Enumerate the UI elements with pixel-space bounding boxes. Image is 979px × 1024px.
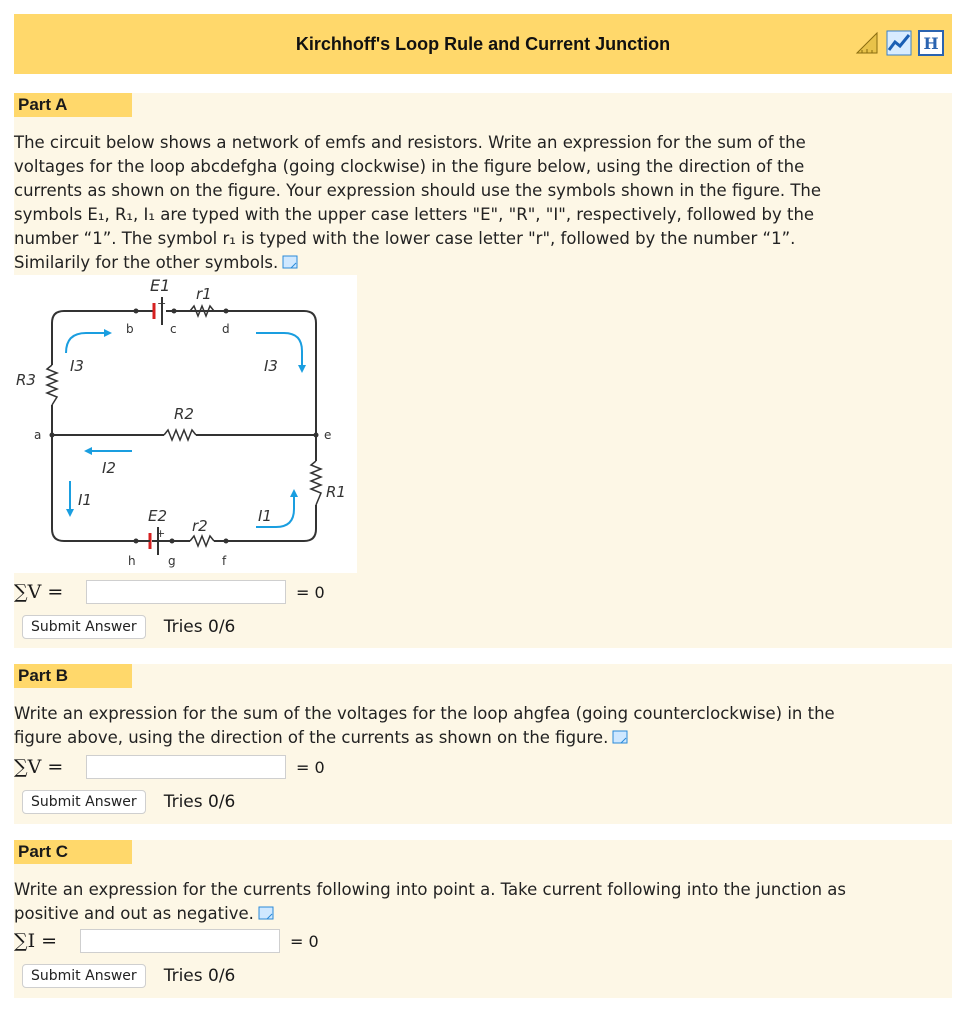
node-f [224, 539, 229, 544]
part-b-submit-row [22, 790, 235, 814]
part-a-prompt-line: The circuit below shows a network of emfs and resistors. Write an expression for the sum of the [14, 133, 806, 152]
part-c-sum-label: ∑I = [14, 930, 58, 952]
part-c-prompt-line: Write an expression for the currents following into point a. Take current following into the junction as [14, 880, 847, 899]
part-a-eq-zero: = 0 [296, 582, 325, 602]
node-h [134, 539, 139, 544]
part-a-answer-input[interactable] [86, 580, 286, 604]
part-b-prompt [14, 702, 938, 750]
node-c [172, 309, 177, 314]
part-c-section [14, 840, 952, 998]
part-a-prompt-line: number “1”. The symbol r₁ is typed with the lower case letter "r", followed by the number “1”. [14, 229, 796, 248]
graph-icon[interactable] [886, 30, 912, 56]
circuit-figure [14, 275, 357, 573]
node-d [224, 309, 229, 314]
ruler-icon[interactable] [854, 30, 880, 56]
part-b-answer-row [14, 752, 325, 782]
part-b-tries: Tries 0/6 [163, 792, 236, 812]
note-icon[interactable] [258, 906, 274, 920]
part-c-answer-input[interactable] [80, 929, 280, 953]
part-c-submit-button[interactable]: Submit Answer [22, 964, 146, 988]
part-a-sum-label: ∑V = [14, 581, 64, 603]
part-a-prompt-line: symbols E₁, R₁, I₁ are typed with the upper case letters "E", "R", "I", respectively, followed by the [14, 205, 815, 224]
label-e: e [324, 428, 332, 442]
resistor-r3 [47, 365, 57, 405]
part-b-section [14, 664, 952, 824]
part-c-submit-row [22, 964, 235, 988]
part-a-prompt-line: Similarily for the other symbols. [14, 253, 279, 272]
current-i3-left-arrow [66, 333, 106, 353]
label-r3: R3 [16, 371, 36, 389]
svg-text:H: H [923, 34, 939, 53]
current-i3-right-arrow [256, 333, 302, 367]
label-i1-right: I1 [258, 507, 272, 525]
label-e1: E1 [150, 276, 171, 295]
part-c-prompt-line: positive and out as negative. [14, 904, 254, 923]
node-g [170, 539, 175, 544]
part-a-tries: Tries 0/6 [163, 617, 236, 637]
part-c-tries: Tries 0/6 [163, 966, 236, 986]
part-a-prompt [14, 131, 938, 275]
assignment-title: Kirchhoff's Loop Rule and Current Junction [295, 34, 671, 54]
label-plus1: + [157, 297, 167, 310]
label-i3-right: I3 [264, 357, 278, 375]
label-i2: I2 [102, 459, 116, 477]
label-r1: r1 [196, 285, 212, 303]
part-a-answer-row [14, 577, 325, 607]
part-a-prompt-line: voltages for the loop abcdefgha (going clockwise) in the figure below, using the direction of the [14, 157, 805, 176]
part-c-answer-row [14, 926, 319, 956]
part-a-submit-button[interactable]: Submit Answer [22, 615, 146, 639]
part-b-eq-zero: = 0 [296, 757, 325, 777]
label-r2-small: r2 [192, 517, 208, 535]
label-plus2: + [156, 527, 166, 540]
node-b [134, 309, 139, 314]
label-i1-left: I1 [78, 491, 92, 509]
part-c-prompt [14, 878, 938, 926]
part-b-label: Part B [14, 664, 132, 688]
part-a-prompt-line: currents as shown on the figure. Your expression should use the symbols shown in the figure. The [14, 181, 822, 200]
label-e2: E2 [148, 507, 168, 525]
part-c-label: Part C [14, 840, 132, 864]
part-a-section [14, 93, 952, 648]
label-c: c [170, 322, 177, 336]
part-a-label: Part A [14, 93, 132, 117]
label-a: a [34, 428, 42, 442]
note-icon[interactable] [612, 730, 628, 744]
part-c-eq-zero: = 0 [290, 931, 319, 951]
part-b-prompt-line: figure above, using the direction of the currents as shown on the figure. [14, 728, 609, 747]
part-b-submit-button[interactable]: Submit Answer [22, 790, 146, 814]
assignment-header [14, 14, 952, 74]
resistor-r1-big [311, 461, 321, 505]
part-a-submit-row [22, 615, 235, 639]
label-f: f [222, 554, 227, 568]
part-b-prompt-line: Write an expression for the sum of the voltages for the loop ahgfea (going counterclockwise) in the [14, 704, 835, 723]
note-icon[interactable] [282, 255, 298, 269]
part-b-answer-input[interactable] [86, 755, 286, 779]
hint-h-icon[interactable] [918, 30, 944, 56]
label-h: h [128, 554, 136, 568]
label-i3-left: I3 [70, 357, 84, 375]
label-r1-big: R1 [326, 483, 346, 501]
junction-a [50, 433, 55, 438]
label-b: b [126, 322, 134, 336]
junction-e [314, 433, 319, 438]
part-b-sum-label: ∑V = [14, 756, 64, 778]
label-d: d [222, 322, 230, 336]
label-r2: R2 [174, 405, 194, 423]
label-g: g [168, 554, 176, 568]
